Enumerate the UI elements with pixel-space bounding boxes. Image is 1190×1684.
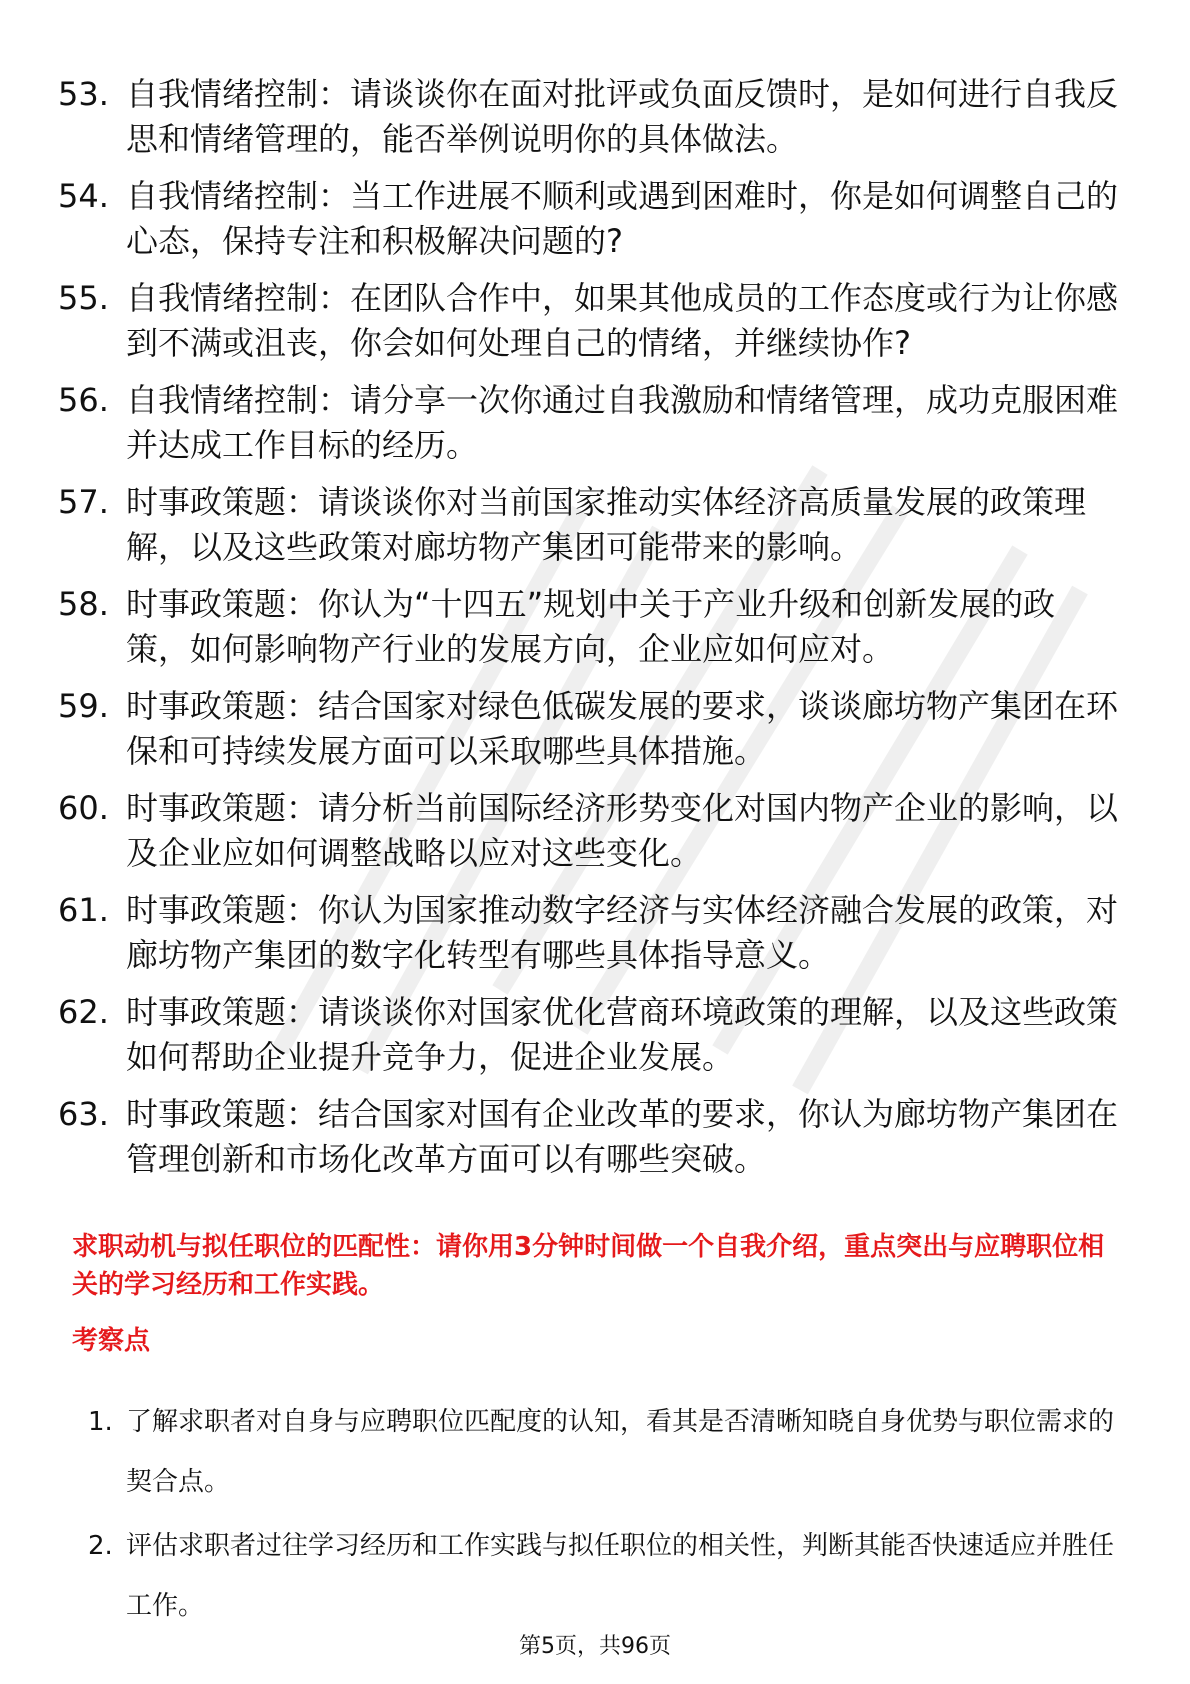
page-footer: 第5页，共96页 <box>519 1634 671 1659</box>
question-text: 自我情绪控制：当工作进展不顺利或遇到困难时，你是如何调整自己的心态，保持专注和积极解决问题的? <box>126 177 1119 260</box>
point-text: 了解求职者对自身与应聘职位匹配度的认知，看其是否清晰知晓自身优势与职位需求的契合点。 <box>126 1407 1115 1497</box>
question-text: 时事政策题：结合国家对国有企业改革的要求，你认为廊坊物产集团在管理创新和市场化改革方面可以有哪些突破。 <box>126 1095 1119 1178</box>
question-number: 53. <box>58 75 109 113</box>
question-item <box>58 276 1118 366</box>
point-number: 2. <box>88 1531 113 1561</box>
question-text: 时事政策题：结合国家对绿色低碳发展的要求，谈谈廊坊物产集团在环保和可持续发展方面可以采取哪些具体措施。 <box>126 687 1119 770</box>
question-item <box>58 582 1118 672</box>
question-number: 55. <box>58 279 109 317</box>
question-item <box>58 480 1118 570</box>
point-text: 评估求职者过往学习经历和工作实践与拟任职位的相关性，判断其能否快速适应并胜任工作。 <box>126 1531 1115 1621</box>
question-number: 61. <box>58 891 109 929</box>
question-text: 时事政策题：你认为“十四五”规划中关于产业升级和创新发展的政策，如何影响物产行业的发展方向，企业应如何应对。 <box>126 585 1056 668</box>
question-number: 54. <box>58 177 109 215</box>
assessment-point <box>88 1516 1118 1636</box>
question-text: 自我情绪控制：请分享一次你通过自我激励和情绪管理，成功克服困难并达成工作目标的经历。 <box>126 381 1119 464</box>
question-number: 62. <box>58 993 109 1031</box>
assessment-point <box>88 1392 1118 1512</box>
question-item <box>58 786 1118 876</box>
question-item <box>58 1092 1118 1182</box>
question-number: 59. <box>58 687 109 725</box>
question-item <box>58 378 1118 468</box>
question-item <box>58 888 1118 978</box>
question-item <box>58 684 1118 774</box>
question-text: 时事政策题：请分析当前国际经济形势变化对国内物产企业的影响，以及企业应如何调整战略以应对这些变化。 <box>126 789 1119 872</box>
question-item <box>58 72 1118 162</box>
point-number: 1. <box>88 1407 113 1437</box>
section-heading: 求职动机与拟任职位的匹配性：请你用3分钟时间做一个自我介绍，重点突出与应聘职位相关的学习经历和工作实践。 <box>72 1232 1105 1300</box>
question-list <box>58 72 1118 1194</box>
question-text: 时事政策题：你认为国家推动数字经济与实体经济融合发展的政策，对廊坊物产集团的数字化转型有哪些具体指导意义。 <box>126 891 1119 974</box>
question-number: 57. <box>58 483 109 521</box>
question-text: 时事政策题：请谈谈你对当前国家推动实体经济高质量发展的政策理解，以及这些政策对廊坊物产集团可能带来的影响。 <box>126 483 1087 566</box>
question-number: 63. <box>58 1095 109 1133</box>
assessment-points-heading: 考察点 <box>72 1326 151 1356</box>
question-text: 时事政策题：请谈谈你对国家优化营商环境政策的理解，以及这些政策如何帮助企业提升竞争力，促进企业发展。 <box>126 993 1119 1076</box>
assessment-points-list <box>88 1392 1118 1640</box>
question-text: 自我情绪控制：在团队合作中，如果其他成员的工作态度或行为让你感到不满或沮丧，你会如何处理自己的情绪，并继续协作? <box>126 279 1119 362</box>
question-text: 自我情绪控制：请谈谈你在面对批评或负面反馈时，是如何进行自我反思和情绪管理的，能否举例说明你的具体做法。 <box>126 75 1119 158</box>
question-number: 58. <box>58 585 109 623</box>
question-item <box>58 990 1118 1080</box>
question-item <box>58 174 1118 264</box>
question-number: 56. <box>58 381 109 419</box>
question-number: 60. <box>58 789 109 827</box>
